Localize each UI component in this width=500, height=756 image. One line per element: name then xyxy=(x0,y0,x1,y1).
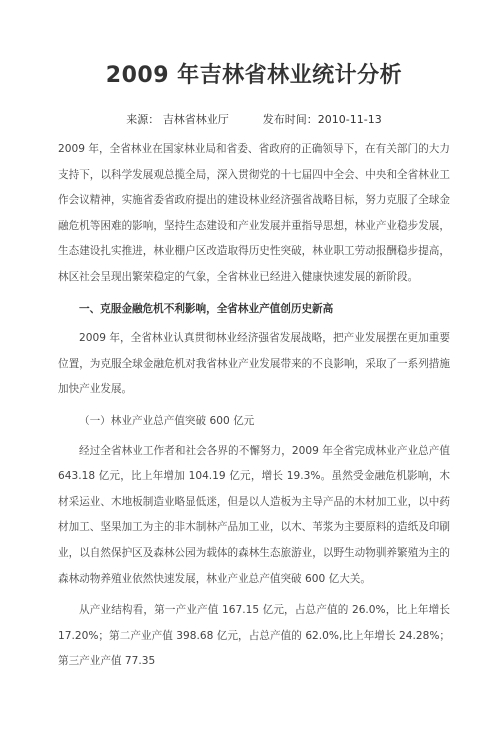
document-title: 2009 年吉林省林业统计分析 xyxy=(105,63,403,88)
publish-date: 发布时间：2010-11-13 xyxy=(262,113,382,126)
section-paragraph: 2009 年，全省林业认真贯彻林业经济强省发展战略，把产业发展摆在更加重要位置，为克服全球金融危机对我省林业产业发展带来的不良影响，采取了一系列措施加快产业发展。 xyxy=(58,332,450,396)
document-meta xyxy=(58,111,450,127)
structure-paragraph: 从产业结构看，第一产业产值 167.15 亿元，占总产值的 26.0%，比上年增长 17.20%；第二产业产值 398.68 亿元，占总产值的 62.0%,比上年增长 24.28%；第三产业产值 77.35 xyxy=(58,604,450,668)
section-heading: 一、克服金融危机不利影响，全省林业产值创历史新高 xyxy=(79,302,334,315)
source-label: 来源： 吉林省林业厅 xyxy=(126,113,229,126)
subsection-paragraph: 经过全省林业工作者和社会各界的不懈努力，2009 年全省完成林业产业总产值 643.18 亿元，比上年增加 104.19 亿元，增长 19.3%。虽然受金融危机影响，木材采运业、木地板制造业略显低迷，但是以人造板为主导产品的木材加工业，以中药材加工、坚果加工为主的非木制林产品加工业，以木、苇浆为主要原料的造纸及印刷业，以自然保护区及森林公园为载体的森林生态旅游业，以野生动物驯养繁殖为主的森林动物养殖业依然快速发展，林业产业总产值突破 600 亿大关。 xyxy=(58,444,450,585)
intro-paragraph: 2009 年，全省林业在国家林业局和省委、省政府的正确领导下，在有关部门的大力支持下，以科学发展观总揽全局，深入贯彻党的十七届四中全会、中央和全省林业工作会议精神，实施省委省政府提出的建设林业经济强省战略目标，努力克服了全球金融危机等困难的影响，坚持生态建设和产业发展并重指导思想，林业产业稳步发展，生态建设扎实推进，林业棚户区改造取得历史性突破，林业职工劳动报酬稳步提高，林区社会呈现出繁荣稳定的气象，全省林业已经进入健康快速发展的新阶段。 xyxy=(58,143,450,283)
subsection-heading: （一）林业产业总产值突破 600 亿元 xyxy=(79,414,255,427)
